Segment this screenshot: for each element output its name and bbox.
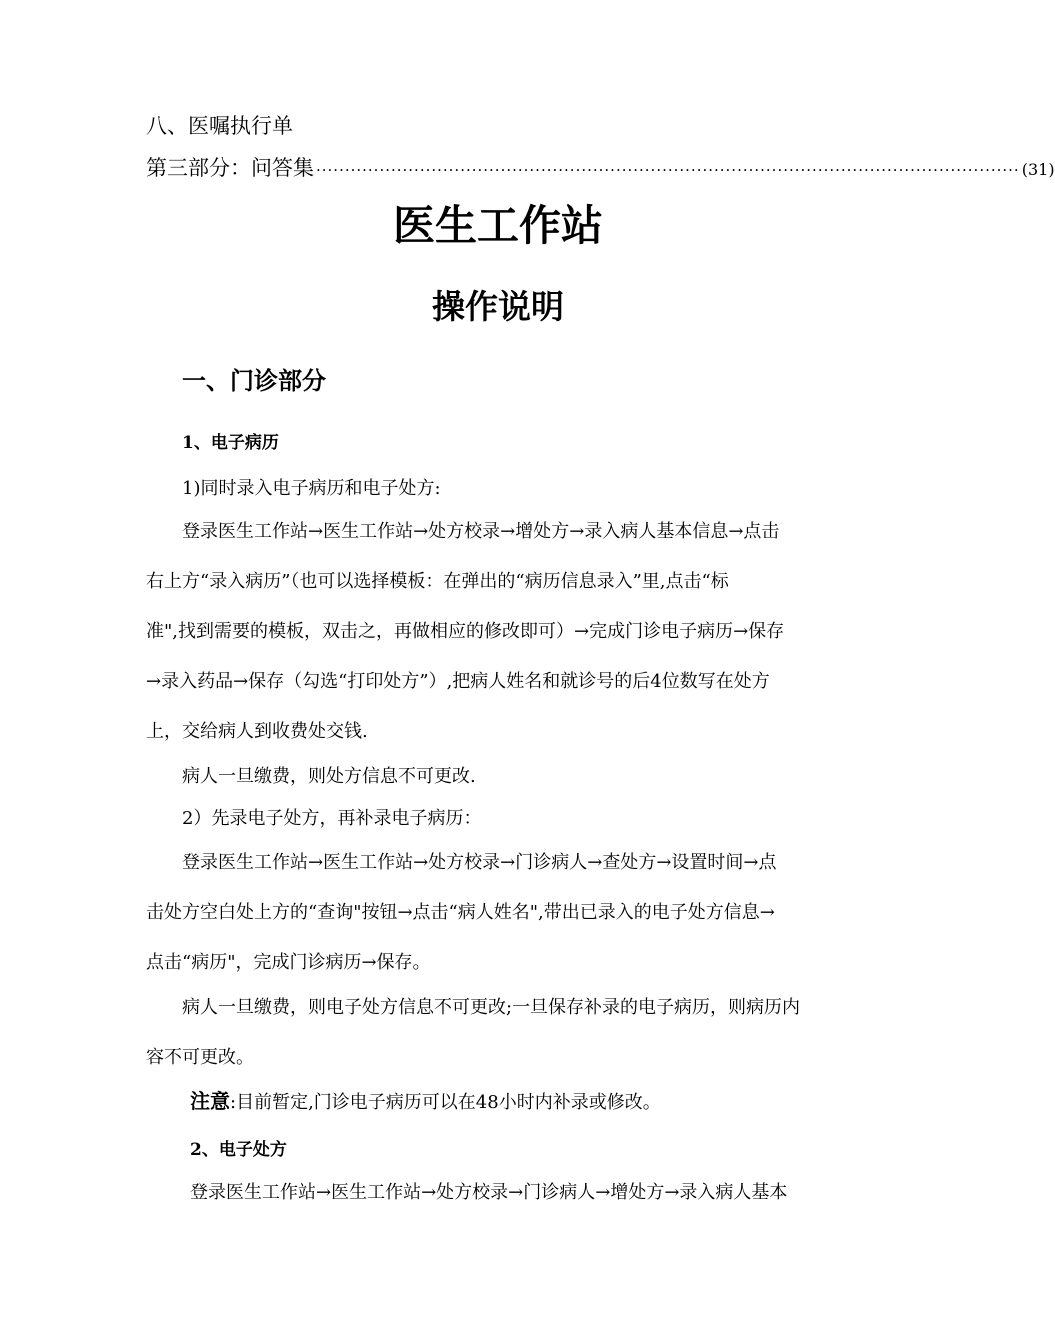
paragraph-line: 上，交给病人到收费处交钱.: [146, 721, 368, 742]
subsection-heading-eprescription: 2、电子处方: [190, 1140, 287, 1160]
subsection-heading-emr: 1、电子病历: [182, 433, 279, 453]
document-subtitle: 操作说明: [432, 287, 564, 326]
item1-note: 病人一旦缴费，则处方信息不可更改.: [182, 766, 476, 787]
paragraph-line: →录入药品→保存（勾选“打印处方”）,把病人姓名和就诊号的后4位数写在处方: [146, 671, 770, 692]
toc-leader-dots: ··························································································································: [316, 161, 1020, 179]
paragraph-line: 准",找到需要的模板，双击之，再做相应的修改即可）→完成门诊电子病历→保存: [146, 621, 785, 642]
paragraph-line: 登录医生工作站→医生工作站→处方校录→门诊病人→查处方→设置时间→点: [182, 852, 777, 873]
toc-item-8: 八、医嘱执行单: [146, 114, 293, 138]
toc-part-3: [146, 152, 1055, 182]
paragraph-line: 点击“病历"，完成门诊病历→保存。: [146, 952, 431, 973]
paragraph-line: 登录医生工作站→医生工作站→处方校录→增处方→录入病人基本信息→点击: [182, 521, 780, 542]
toc-part-3-label: 第三部分：问答集: [146, 156, 314, 180]
section-heading-outpatient: 一、门诊部分: [182, 366, 326, 395]
paragraph-line: 右上方“录入病历”（也可以选择模板：在弹出的“病历信息录入”里,点击“标: [146, 571, 729, 592]
paragraph-line: 容不可更改。: [146, 1047, 254, 1068]
paragraph-line: 病人一旦缴费，则电子处方信息不可更改;一旦保存补录的电子病历，则病历内: [182, 997, 801, 1018]
notice-label: 注意: [190, 1089, 230, 1113]
item1-heading: 1)同时录入电子病历和电子处方:: [182, 478, 441, 499]
notice-text: :目前暂定,门诊电子病历可以在48小时内补录或修改。: [230, 1092, 661, 1113]
toc-page-number: (31): [1021, 160, 1055, 179]
paragraph-line: 击处方空白处上方的“查询"按钮→点击“病人姓名",带出已录入的电子处方信息→: [146, 902, 775, 923]
notice-paragraph: [190, 1085, 661, 1114]
item2-heading: 2）先录电子处方，再补录电子病历：: [182, 808, 482, 829]
document-title: 医生工作站: [392, 201, 603, 250]
paragraph-line: 登录医生工作站→医生工作站→处方校录→门诊病人→增处方→录入病人基本: [190, 1182, 788, 1203]
